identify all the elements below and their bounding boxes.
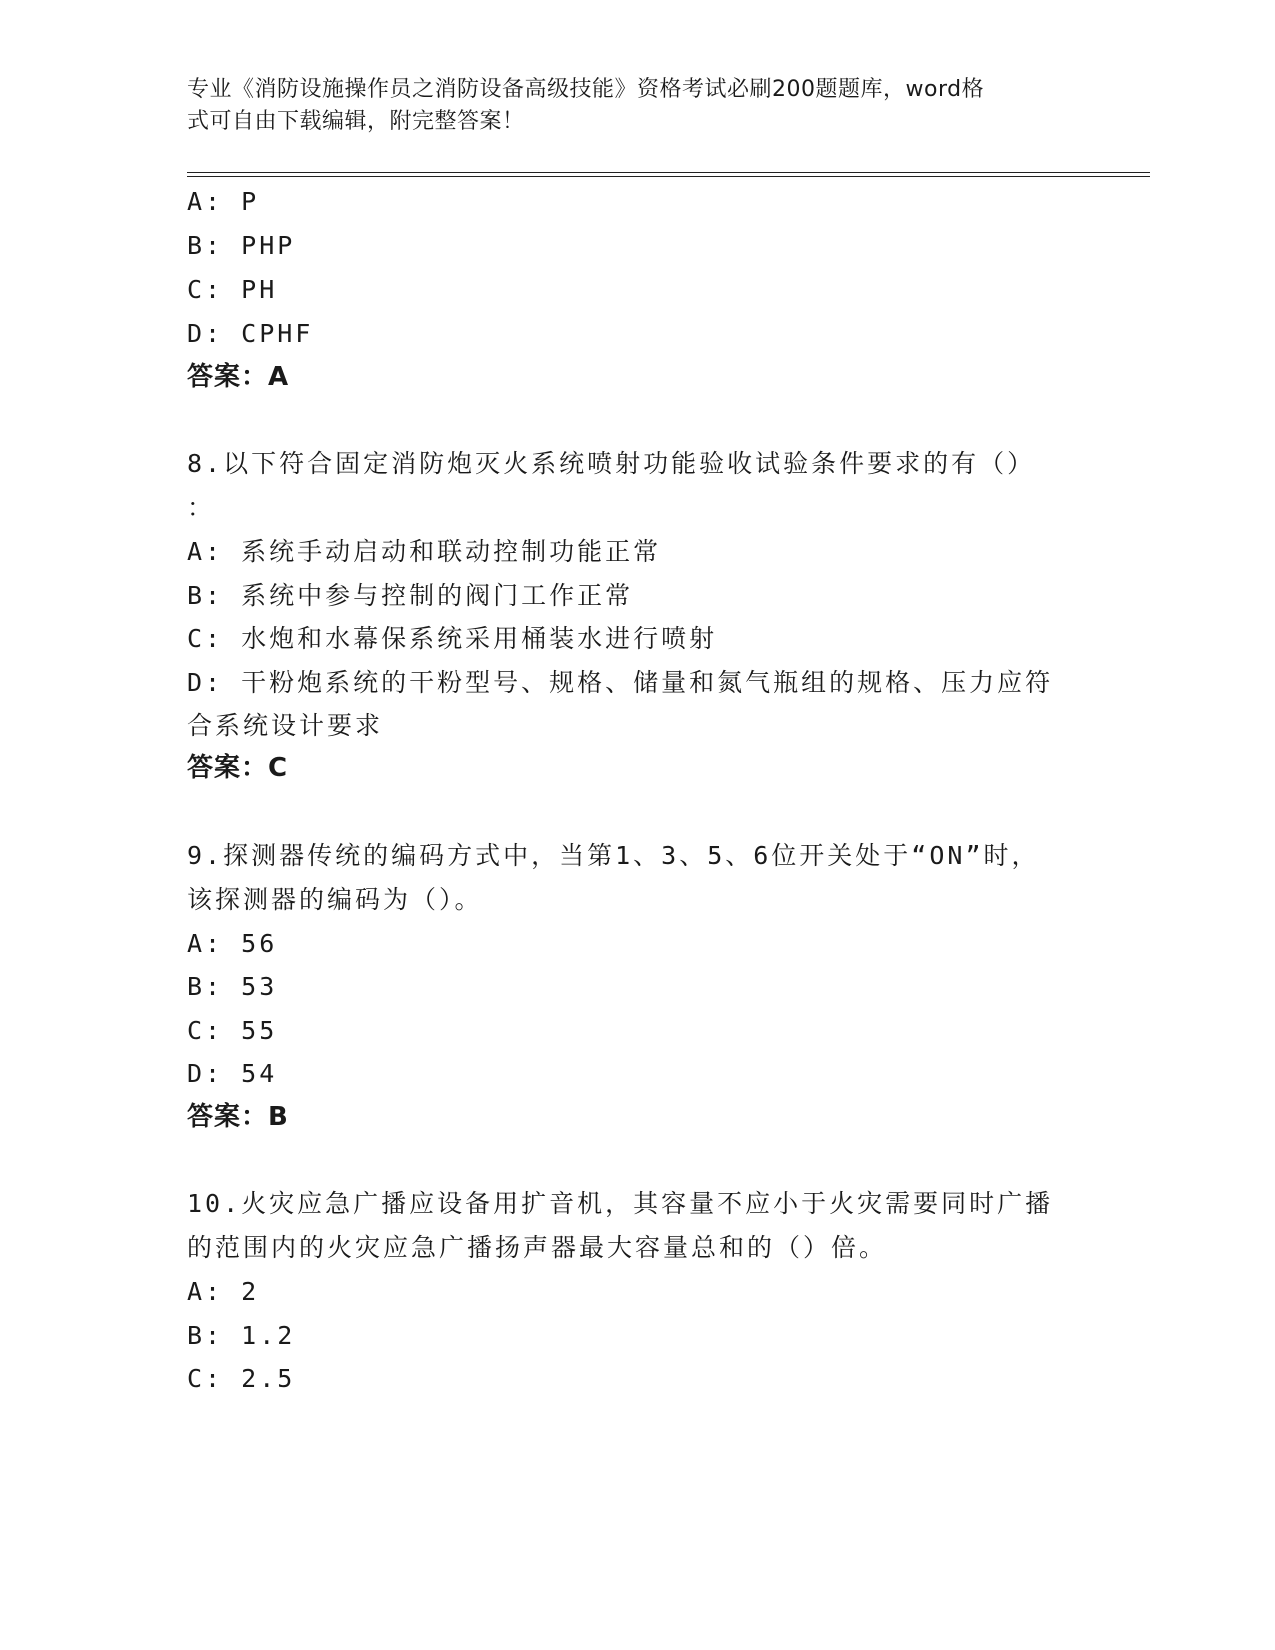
q9-stem-line-2: 该探测器的编码为（）。: [187, 885, 483, 914]
q7-answer: 答案：A: [187, 362, 290, 392]
q8-option-d-continued: 合系统设计要求: [187, 711, 384, 740]
q8-option-d: D: 干粉炮系统的干粉型号、规格、储量和氮气瓶组的规格、压力应符: [187, 668, 1054, 697]
q8-option-b: B: 系统中参与控制的阀门工作正常: [187, 581, 634, 610]
q10-option-c: C: 2.5: [187, 1364, 296, 1393]
q7-option-c: C: PH: [187, 275, 278, 304]
q7-option-a: A: P: [187, 187, 260, 216]
header-rule-top: [187, 172, 1150, 173]
q10-stem-line-2: 的范围内的火灾应急广播扬声器最大容量总和的（）倍。: [187, 1233, 888, 1262]
header-line-2: 式可自由下载编辑，附完整答案！: [187, 109, 525, 134]
q8-stem-line-1: 8.以下符合固定消防炮灭火系统喷射功能验收试验条件要求的有（）: [187, 449, 1036, 478]
q8-option-a: A: 系统手动启动和联动控制功能正常: [187, 537, 662, 566]
q8-answer: 答案：C: [187, 753, 289, 783]
q9-option-a: A: 56: [187, 929, 278, 958]
header-line-1: 专业《消防设施操作员之消防设备高级技能》资格考试必刷200题题库，word格: [187, 77, 985, 102]
q8-stem-line-2: ：: [187, 493, 216, 522]
q9-option-d: D: 54: [187, 1059, 278, 1088]
q9-option-c: C: 55: [187, 1016, 278, 1045]
q8-option-c: C: 水炮和水幕保系统采用桶装水进行喷射: [187, 624, 718, 653]
q9-answer: 答案：B: [187, 1102, 289, 1132]
header-rule-bottom: [187, 176, 1150, 177]
document-header: [187, 74, 1087, 138]
q7-option-d: D: CPHF: [187, 319, 314, 348]
q7-option-b: B: PHP: [187, 231, 296, 260]
q10-option-b: B: 1.2: [187, 1321, 296, 1350]
q10-stem-line-1: 10.火灾应急广播应设备用扩音机，其容量不应小于火灾需要同时广播: [187, 1189, 1054, 1218]
q10-option-a: A: 2: [187, 1277, 260, 1306]
q9-stem-line-1: 9.探测器传统的编码方式中，当第1、3、5、6位开关处于“ON”时，: [187, 841, 1040, 870]
q9-option-b: B: 53: [187, 972, 278, 1001]
